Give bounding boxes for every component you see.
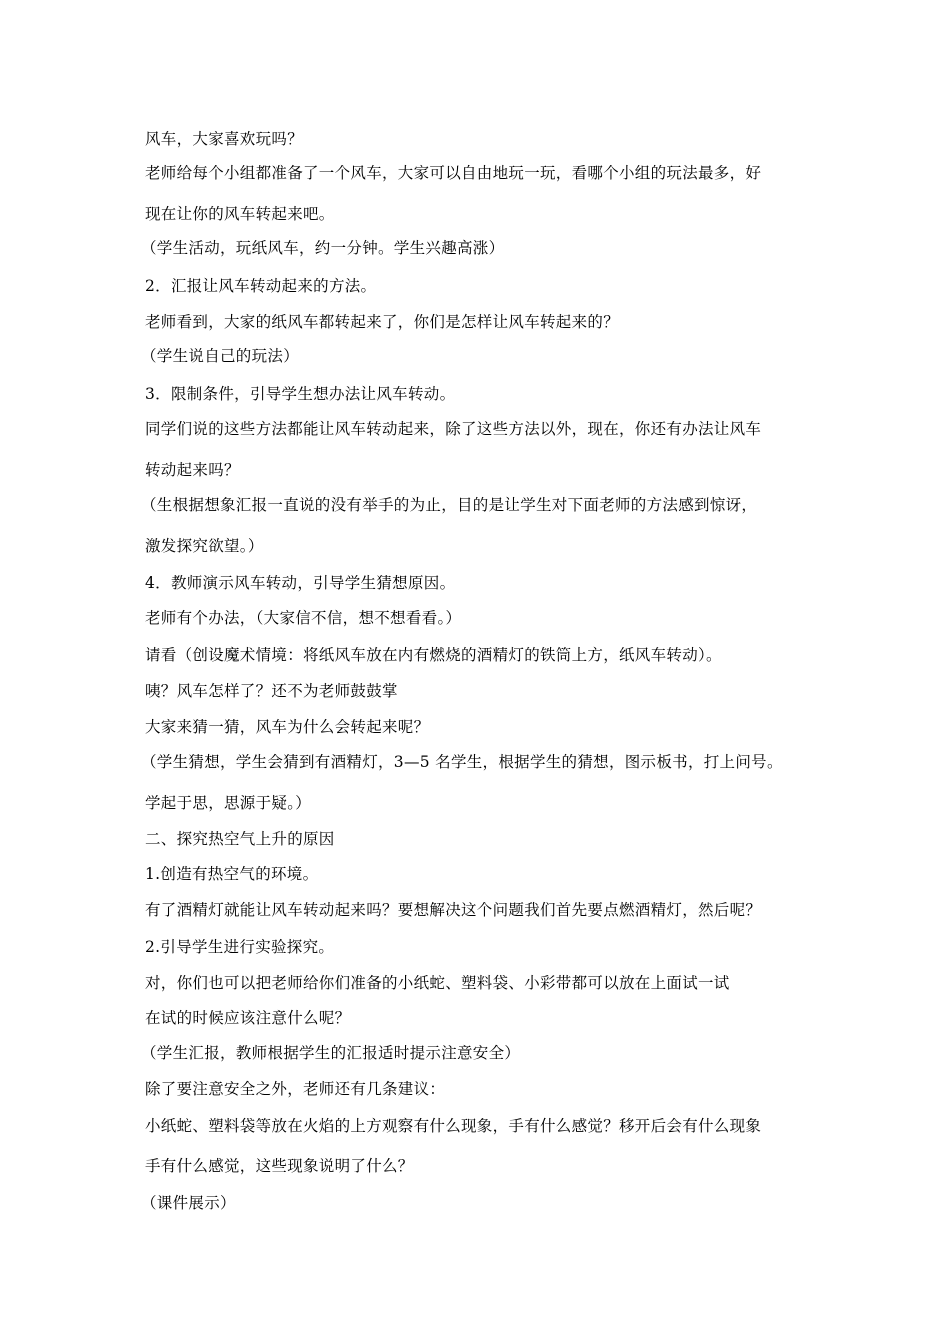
section-heading: 二、探究热空气上升的原因 <box>145 830 335 848</box>
text-line: 老师看到，大家的纸风车都转起来了，你们是怎样让风车转起来的？ <box>145 313 620 331</box>
text-line: 请看（创设魔术情境：将纸风车放在内有燃烧的酒精灯的铁筒上方，纸风车转动）。 <box>145 646 722 664</box>
text-line: 有了酒精灯就能让风车转动起来吗？要想解决这个问题我们首先要点燃酒精灯，然后呢？ <box>145 901 762 919</box>
text-line: 风车，大家喜欢玩吗？ <box>145 130 304 148</box>
text-line: 在试的时候应该注意什么呢？ <box>145 1009 351 1027</box>
text-line: 2．汇报让风车转动起来的方法。 <box>145 277 377 295</box>
text-line: （生根据想象汇报一直说的没有举手的为止，目的是让学生对下面老师的方法感到惊讶， <box>141 496 758 514</box>
text-line: 学起于思，思源于疑。） <box>145 794 312 812</box>
text-line: 大家来猜一猜，风车为什么会转起来呢？ <box>145 718 430 736</box>
text-line: 同学们说的这些方法都能让风车转动起来，除了这些方法以外，现在，你还有办法让风车 <box>145 420 762 438</box>
text-line: （学生猜想，学生会猜到有酒精灯，3—5 名学生，根据学生的猜想，图示板书，打上问号。 <box>141 753 783 771</box>
text-line: 对，你们也可以把老师给你们准备的小纸蛇、塑料袋、小彩带都可以放在上面试一试 <box>145 974 730 992</box>
text-line: 除了要注意安全之外，老师还有几条建议： <box>145 1080 446 1098</box>
text-line: 老师给每个小组都准备了一个风车，大家可以自由地玩一玩，看哪个小组的玩法最多，好 <box>145 164 762 182</box>
text-line: 转动起来吗？ <box>145 461 240 479</box>
text-line: 现在让你的风车转起来吧。 <box>145 205 335 223</box>
text-line: 2.引导学生进行实验探究。 <box>145 938 335 956</box>
text-line: 4．教师演示风车转动，引导学生猜想原因。 <box>145 574 456 592</box>
text-line: （学生说自己的玩法） <box>141 347 300 365</box>
text-line: 老师有个办法，（大家信不信，想不想看看。） <box>145 609 462 627</box>
text-line: 小纸蛇、塑料袋等放在火焰的上方观察有什么现象，手有什么感觉？移开后会有什么现象 <box>145 1117 762 1135</box>
text-line: 1.创造有热空气的环境。 <box>145 865 319 883</box>
text-line: 手有什么感觉，这些现象说明了什么？ <box>145 1157 414 1175</box>
text-line: 咦？风车怎样了？还不为老师鼓鼓掌 <box>145 682 398 700</box>
text-line: （课件展示） <box>141 1194 236 1212</box>
text-line: （学生活动，玩纸风车，约一分钟。学生兴趣高涨） <box>141 239 505 257</box>
text-line: 激发探究欲望。） <box>145 537 264 555</box>
text-line: 3．限制条件，引导学生想办法让风车转动。 <box>145 385 456 403</box>
text-line: （学生汇报，教师根据学生的汇报适时提示注意安全） <box>141 1044 521 1062</box>
